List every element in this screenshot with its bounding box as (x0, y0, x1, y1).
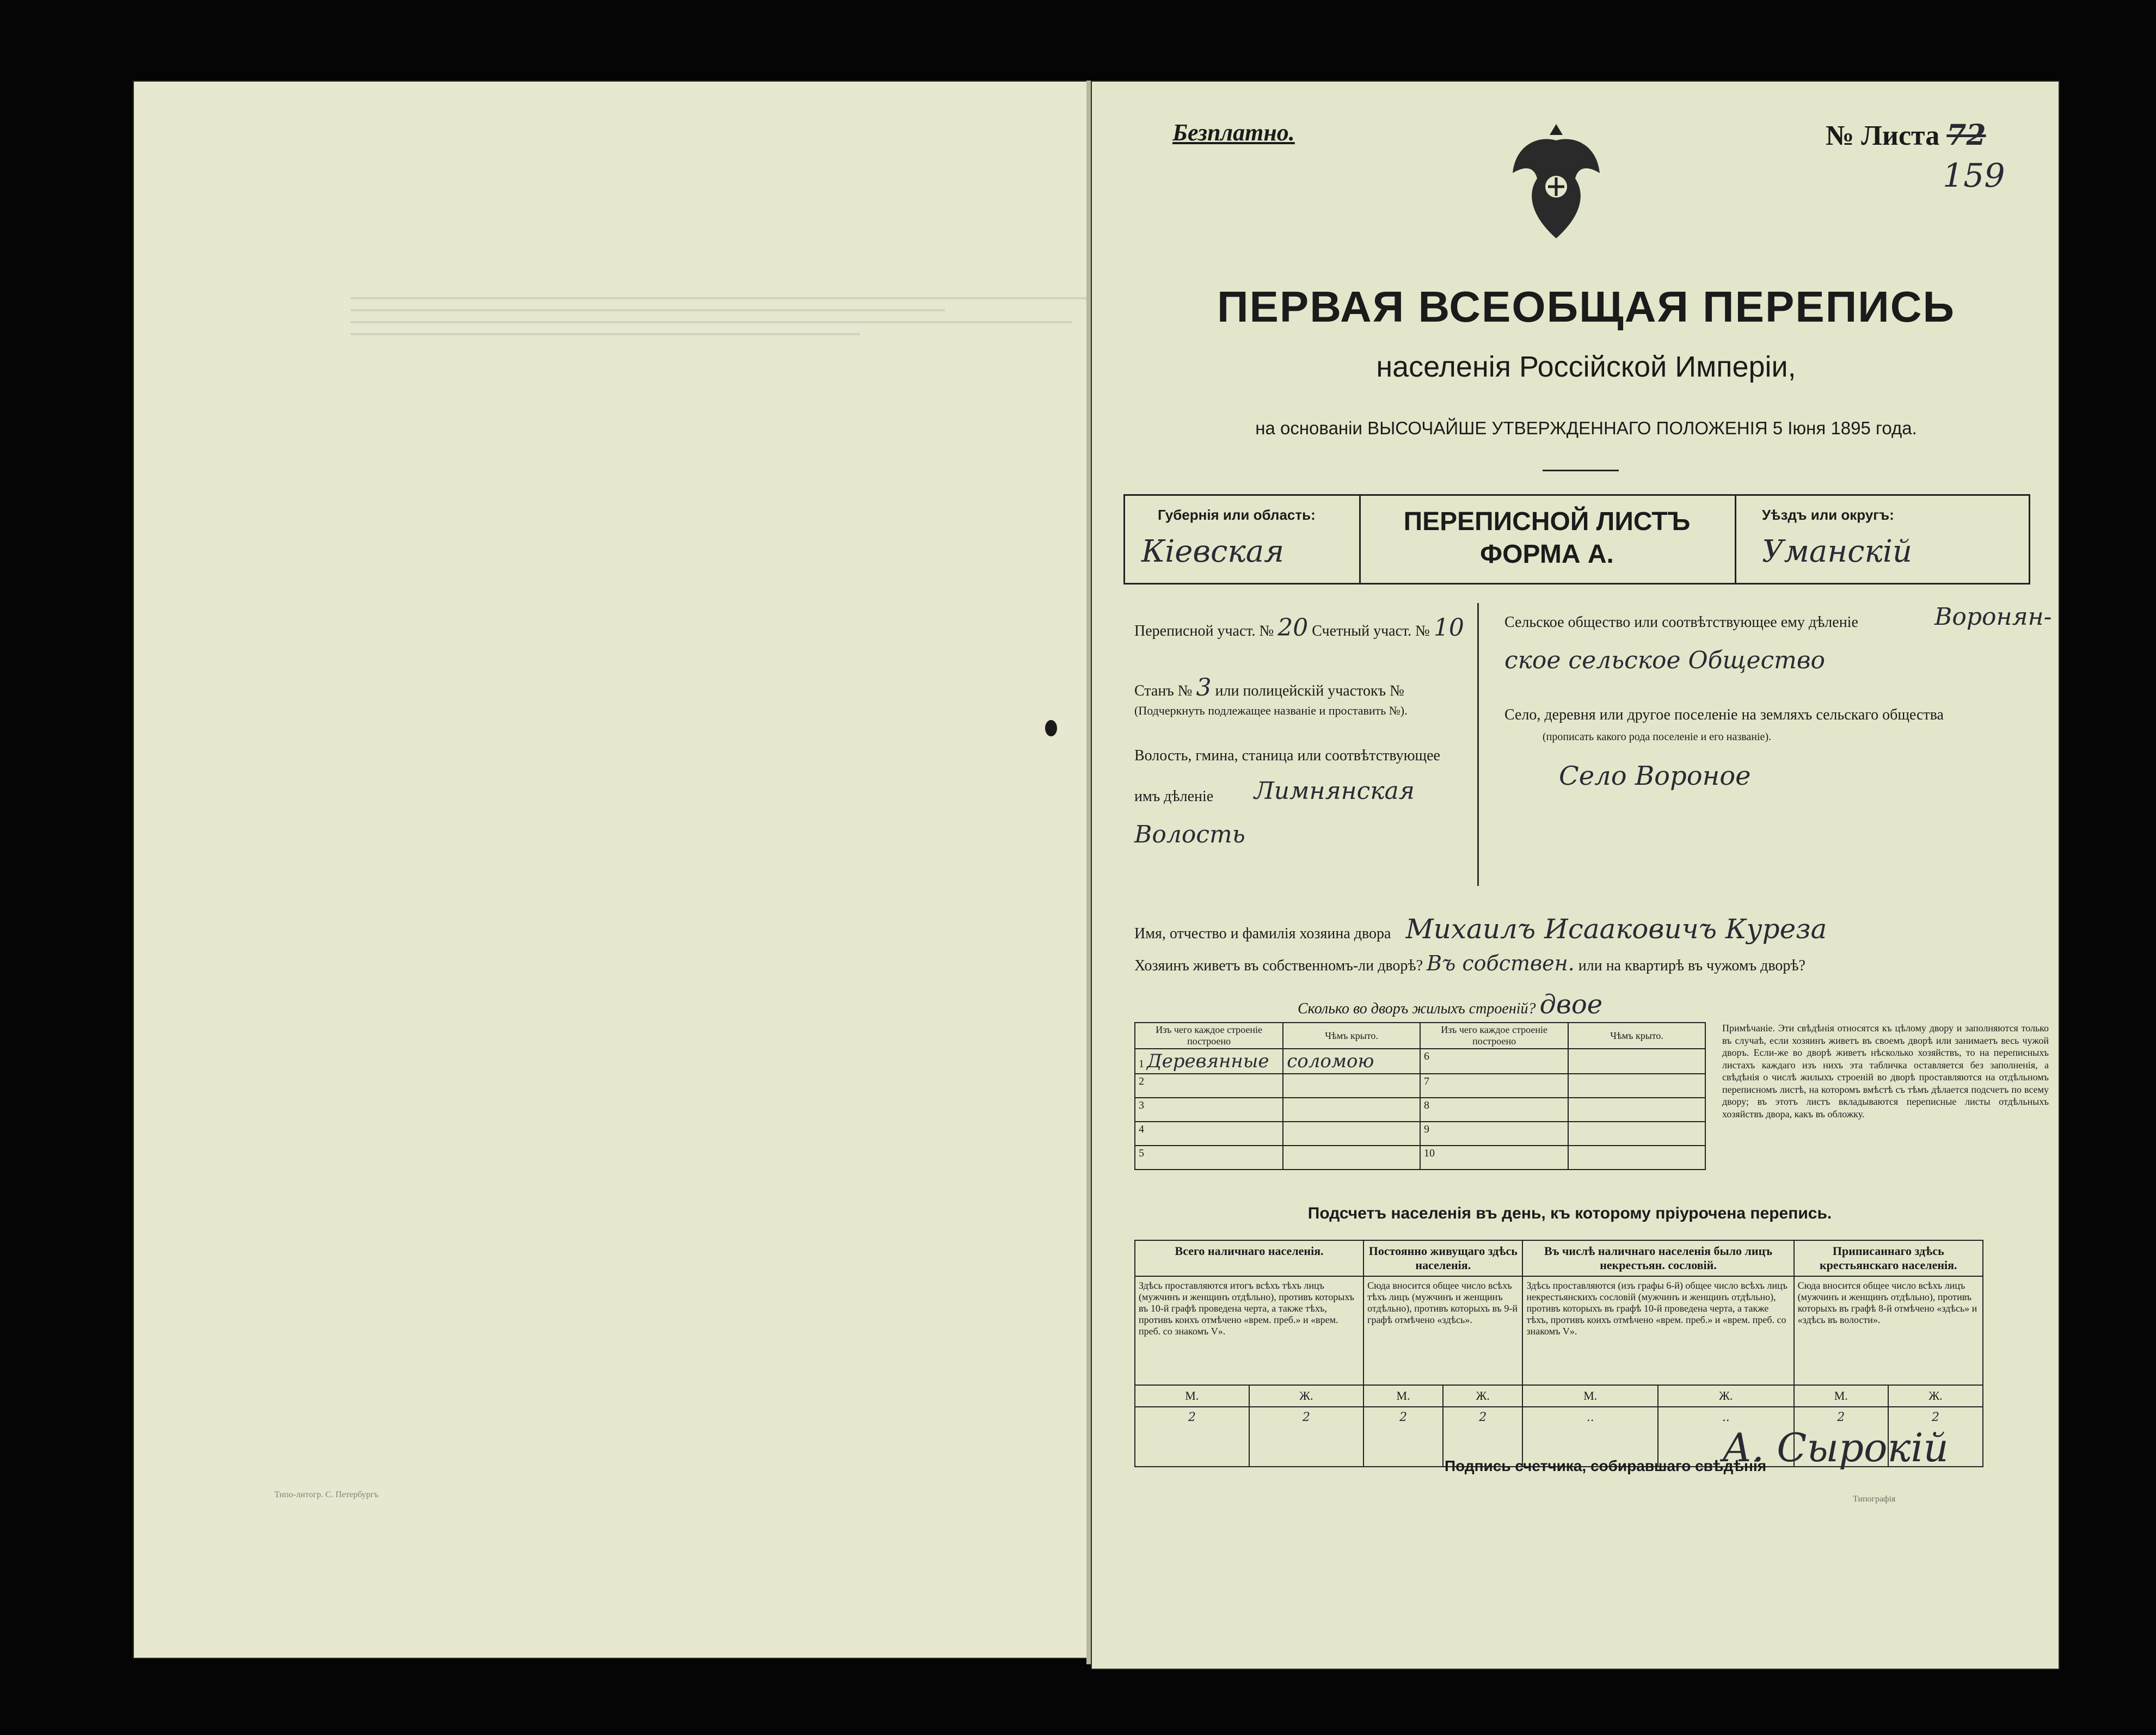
table-row (1135, 1098, 1705, 1122)
form-label: ФОРМА А. (1480, 540, 1614, 569)
material-value: Деревянные (1147, 1050, 1269, 1072)
double-headed-eagle-emblem (1504, 113, 1608, 255)
row-number: 8 (1424, 1099, 1429, 1111)
owner-value: Михаилъ Исааковичъ Куреза (1405, 913, 1827, 945)
society-value-1: Воронян- (1934, 603, 2052, 631)
roof-value: соломою (1287, 1050, 1374, 1072)
volost-label-2: имъ дѣленіе (1134, 788, 1214, 805)
col-desc-total: Здѣсь проставляются итогъ всѣхъ тѣхъ лицъ (мужчинъ и женщинъ отдѣльно), противъ которыхъ въ 10-й графѣ проведена черта, а также тѣхъ, противъ коихъ отмѣчено «врем. преб.» и «врем. преб. со знакомъ V». (1135, 1276, 1363, 1385)
owner-label: Имя, отчество и фамилія хозяина двора (1134, 925, 1391, 942)
province-label: Губернія или область: (1158, 507, 1316, 523)
f-label: Ж. (1443, 1385, 1522, 1407)
m-label: М. (1363, 1385, 1443, 1407)
m-label: М. (1135, 1385, 1249, 1407)
col-desc-permanent: Сюда вносится общее число всѣхъ тѣхъ лицъ (мужчинъ и женщинъ отдѣльно), противъ которыхъ въ 9-й графѣ отмѣчено «здѣсь». (1363, 1276, 1522, 1385)
printer-imprint-right: Типографія (1853, 1494, 1896, 1504)
row-number: 1 (1139, 1058, 1144, 1070)
printer-imprint-left: Типо-литогр. С. Петербургъ (274, 1490, 379, 1499)
permanent-female: 2 (1443, 1407, 1522, 1467)
census-title: ПЕРВАЯ ВСЕОБЩАЯ ПЕРЕПИСЬ (1217, 282, 1955, 331)
row-number: 3 (1139, 1099, 1144, 1111)
residence-value: Въ собствен. (1427, 951, 1575, 975)
signature-label: Подпись счетчика, собиравшаго свѣдѣнія (1445, 1457, 1767, 1474)
col-roof-left: Чѣмъ крыто. (1283, 1023, 1420, 1049)
province-value: Кіевская (1141, 534, 1285, 569)
m-label: М. (1794, 1385, 1888, 1407)
sheet-number-value: 159 (1943, 157, 2005, 195)
peasant-male: 2 (1794, 1407, 1888, 1467)
sheet-title: ПЕРЕПИСНОЙ ЛИСТЪ (1403, 507, 1691, 536)
free-label: Безплатно. (1172, 119, 1295, 146)
society-value-2: ское сельское Общество (1504, 647, 1825, 674)
col-material-right: Изъ чего каждое строеніе построено (1420, 1023, 1568, 1049)
table-row (1135, 1049, 1705, 1074)
underline-note: (Подчеркнуть подлежащее названіе и проставить №). (1134, 704, 1408, 717)
row-number: 9 (1424, 1123, 1429, 1135)
society-label: Сельское общество или соотвѣтствующее ему дѣленіе (1504, 614, 1858, 631)
col-desc-peasant: Сюда вносится общее число всѣхъ лицъ (мужчинъ и женщинъ отдѣльно), противъ которыхъ въ графѣ 8-й отмѣчено «здѣсь» и «здѣсь въ волости». (1794, 1276, 1983, 1385)
volost-value-2: Волость (1134, 821, 1245, 848)
form-header-box (1123, 494, 2030, 585)
ornament-divider (1543, 470, 1619, 471)
f-label: Ж. (1888, 1385, 1983, 1407)
population-title: Подсчетъ населенія въ день, къ которому пріурочена перепись. (1307, 1204, 1832, 1222)
binding-hole (1045, 720, 1057, 736)
total-male: 2 (1135, 1407, 1249, 1467)
buildings-value: двое (1539, 989, 1603, 1020)
col-head-non-peasant: Въ числѣ наличнаго населенія было лицъ некрестьян. сословій. (1522, 1240, 1793, 1276)
volost-label-1: Волость, гмина, станица или соотвѣтствующее (1134, 747, 1440, 764)
row-number: 4 (1139, 1123, 1144, 1135)
f-label: Ж. (1658, 1385, 1794, 1407)
non-peasant-female: .. (1658, 1407, 1794, 1467)
bleed-through-text (351, 287, 1200, 418)
residence-field (1134, 951, 1805, 975)
right-page (1091, 81, 2060, 1670)
table-row (1135, 1146, 1705, 1170)
table-row (1135, 1074, 1705, 1098)
permanent-male: 2 (1363, 1407, 1443, 1467)
sheet-label-text: № Листа (1826, 120, 1940, 151)
col-desc-non-peasant: Здѣсь проставляются (изъ графы 6-й) общее число всѣхъ лицъ некрестьянскихъ сословій (мужчинъ и женщинъ отдѣльно), противъ которыхъ въ графѣ 10-й проведена черта, а также тѣхъ, противъ коихъ отмѣчено «врем. преб.» и «врем. преб. со знакомъ V». (1522, 1276, 1793, 1385)
camp-label: Станъ № (1134, 682, 1193, 699)
peasant-female: 2 (1888, 1407, 1983, 1467)
buildings-label: Сколько во дворъ жилыхъ строеній? (1298, 1000, 1536, 1017)
camp-field (1134, 674, 1404, 702)
col-head-total: Всего наличнаго населенія. (1135, 1240, 1363, 1276)
left-page (133, 81, 1091, 1659)
census-section-value: 20 (1277, 614, 1309, 642)
residence-label-2: или на квартирѣ въ чужомъ дворѣ? (1578, 957, 1805, 974)
sheet-old-number: 72 (1946, 119, 1986, 152)
residence-label-1: Хозяинъ живетъ въ собственномъ-ли дворѣ? (1134, 957, 1423, 974)
district-label: Уѣздъ или округъ: (1762, 507, 1894, 523)
census-section-label: Переписной участ. № (1134, 623, 1274, 639)
buildings-table (1134, 1022, 1706, 1170)
f-label: Ж. (1249, 1385, 1364, 1407)
owner-field (1134, 913, 1827, 945)
total-female: 2 (1249, 1407, 1364, 1467)
police-label: или полицейскій участокъ № (1215, 682, 1404, 699)
buildings-field (1298, 989, 1602, 1020)
district-value: Уманскій (1762, 534, 1912, 569)
column-divider (1477, 603, 1479, 886)
census-section-field (1134, 614, 1464, 642)
enumerator-signature: А. Сырокій (1722, 1425, 1949, 1471)
row-number: 2 (1139, 1075, 1144, 1087)
row-number: 10 (1424, 1147, 1435, 1159)
sheet-number-label (1826, 119, 1986, 152)
village-note: (прописать какого рода поселеніе и его названіе). (1543, 731, 1772, 743)
m-label: М. (1522, 1385, 1658, 1407)
col-material-left: Изъ чего каждое строеніе построено (1135, 1023, 1283, 1049)
village-value: Село Вороное (1559, 761, 1751, 791)
buildings-note: Примѣчаніе. Эти свѣдѣнія относятся къ цѣлому двору и заполняются только въ случаѣ, если хозяинъ живетъ въ своемъ дворѣ или занимаетъ весь чужой дворъ. Если-же во дворѣ живетъ нѣсколько хозяйствъ, то на переписныхъ листахъ каждаго изъ нихъ эта табличка оставляется без заполненія, а свѣдѣнія о числѣ жилыхъ строеній во дворѣ проставляются на отдѣльномъ переписномъ листѣ, на которомъ вмѣстѣ съ тѣмъ дѣлается подсчетъ по всему двору; въ этотъ листъ вкладываются переписные листы отдѣльныхъ хозяйствъ двора, какъ въ обложку. (1722, 1023, 2049, 1119)
count-section-value: 10 (1433, 614, 1464, 642)
table-row (1135, 1122, 1705, 1146)
census-subtitle: населенія Россійской Имперіи, (1376, 350, 1796, 383)
col-roof-right: Чѣмъ крыто. (1568, 1023, 1705, 1049)
census-basis: на основаніи ВЫСОЧАЙШЕ УТВЕРЖДЕННАГО ПОЛОЖЕНІЯ 5 Іюня 1895 года. (1255, 418, 1917, 438)
camp-value: 3 (1196, 674, 1212, 702)
col-head-permanent: Постоянно живущаго здѣсь населенія. (1363, 1240, 1522, 1276)
row-number: 6 (1424, 1050, 1429, 1062)
row-number: 5 (1139, 1147, 1144, 1159)
non-peasant-male: .. (1522, 1407, 1658, 1467)
count-section-label: Счетный участ. № (1312, 623, 1430, 639)
village-label: Село, деревня или другое поселеніе на земляхъ сельскаго общества (1504, 706, 1944, 723)
col-head-peasant: Приписаннаго здѣсь крестьянскаго населенія. (1794, 1240, 1983, 1276)
row-number: 7 (1424, 1075, 1429, 1087)
volost-value-1: Лимнянская (1254, 777, 1415, 805)
